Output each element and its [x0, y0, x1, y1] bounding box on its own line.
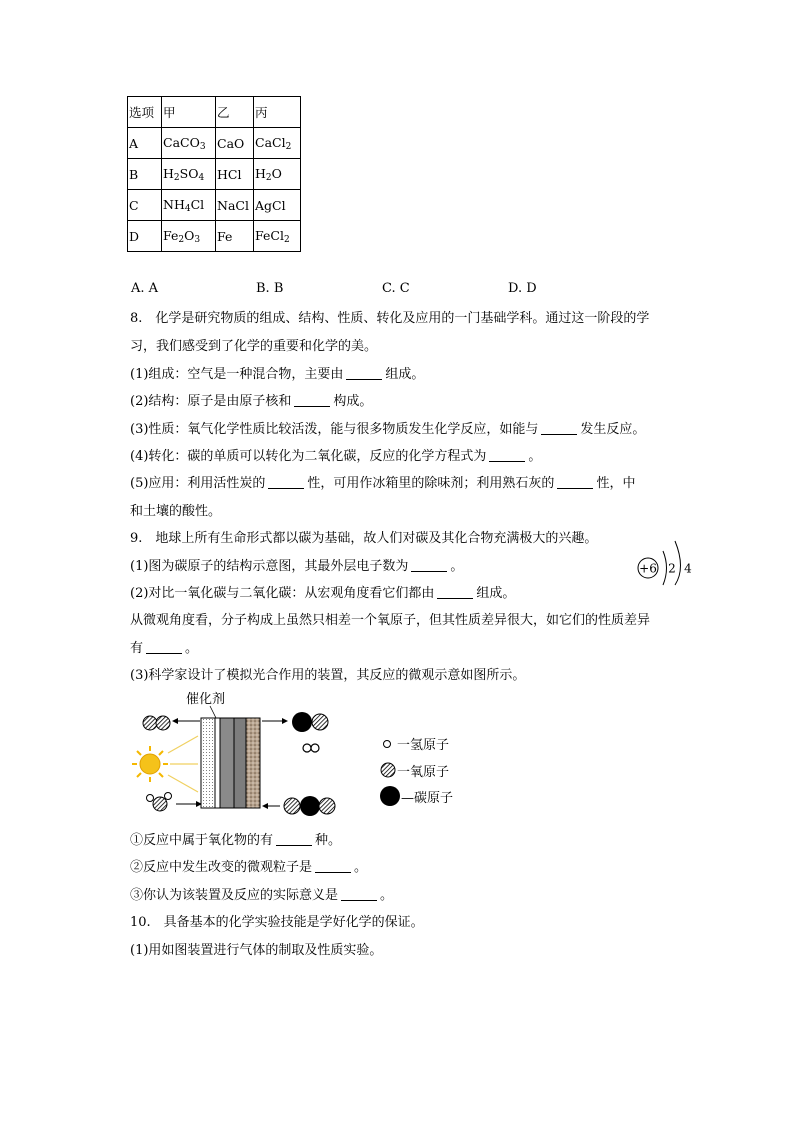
table-cell: FeCl$_2$ — [254, 221, 301, 252]
table-cell: $Fe_2O_3$ — [162, 221, 216, 252]
nucleus-charge: +6 — [639, 561, 657, 576]
table-cell: B — [128, 159, 162, 190]
q8-part1 — [130, 363, 424, 382]
table-header-cell: 甲 — [162, 97, 216, 128]
table-cell: NaCl — [216, 190, 254, 221]
q9-sub2-tail: 。 — [354, 860, 368, 875]
q9-sub2 — [130, 856, 367, 875]
table-cell: HCl — [216, 159, 254, 190]
q8-part3-tail: 发生反应。 — [580, 422, 646, 437]
q10-part1: (1)用如图装置进行气体的制取及性质实验。 — [130, 943, 383, 958]
q8-part4-text: (4)转化：碳的单质可以转化为二氧化碳，反应的化学方程式为 — [130, 449, 487, 464]
q9-sub3-tail: 。 — [380, 888, 394, 903]
oxygen-atom — [156, 716, 170, 730]
q9-part2-tail: 组成。 — [476, 586, 516, 601]
catalyst-pointer — [210, 706, 216, 718]
answer-blank[interactable] — [557, 476, 593, 489]
q9-sub3 — [130, 884, 393, 903]
table-row — [128, 221, 301, 252]
hydrogen-atom — [311, 744, 319, 752]
light-rays — [168, 736, 198, 792]
q8-part4 — [130, 445, 541, 464]
q8-part3-text: (3)性质：氧气化学性质比较活泼，能与很多物质发生化学反应，如能与 — [130, 422, 539, 437]
q9-part2 — [130, 582, 515, 601]
q9-part3: (3)科学家设计了模拟光合作用的装置，其反应的微观示意如图所示。 — [130, 668, 526, 683]
q8-part1-text: (1)组成：空气是一种混合物，主要由 — [130, 367, 344, 382]
q9-part2-text: (2)对比一氧化碳与二氧化碳：从宏观角度看它们都由 — [130, 586, 435, 601]
table-cell: Fe — [216, 221, 254, 252]
table-cell: A — [128, 128, 162, 159]
table-cell: CaCO$_3$ — [162, 128, 216, 159]
answer-blank[interactable] — [437, 586, 473, 599]
q8-part5-text: (5)应用：利用活性炭的 — [130, 476, 266, 491]
options-table — [127, 96, 301, 252]
table-cell: C — [128, 190, 162, 221]
legend-hydrogen-label: 一氢原子 — [397, 738, 450, 753]
hydrogen-atom — [303, 744, 311, 752]
answer-blank[interactable] — [541, 422, 577, 435]
sun-icon — [132, 746, 168, 782]
legend-oxygen-label: 一氧原子 — [397, 765, 450, 780]
q8-part2 — [130, 390, 372, 409]
answer-blank[interactable] — [341, 888, 377, 901]
answer-blank[interactable] — [268, 476, 304, 489]
shell-2-electrons: 4 — [684, 561, 692, 576]
arrow-head — [172, 718, 178, 724]
answer-blank[interactable] — [346, 367, 382, 380]
q8-part1-tail: 组成。 — [385, 367, 425, 382]
carbon-atom — [300, 796, 320, 816]
oxygen-atom — [319, 798, 335, 814]
table-cell: CaCl$_2$ — [254, 128, 301, 159]
catalyst-label: 催化剂 — [186, 692, 226, 707]
table-cell: AgCl — [254, 190, 301, 221]
hydrogen-atom — [165, 793, 172, 800]
choice-c[interactable]: C. C — [382, 281, 410, 296]
answer-blank[interactable] — [315, 860, 351, 873]
table-cell: CaO — [216, 128, 254, 159]
table-cell: D — [128, 221, 162, 252]
table-row — [128, 159, 301, 190]
table-row — [128, 190, 301, 221]
table-header-row — [128, 97, 301, 128]
table-cell: $H_2SO_4$ — [162, 159, 216, 190]
shell-1-electrons: 2 — [668, 561, 676, 576]
table-header-cell: 乙 — [216, 97, 254, 128]
arrow-head — [282, 718, 288, 724]
oxygen-atom — [153, 797, 167, 811]
choice-d[interactable]: D. D — [508, 281, 537, 296]
answer-blank[interactable] — [489, 449, 525, 462]
photosynthesis-device-diagram — [130, 688, 470, 820]
carbon-atom — [292, 712, 312, 732]
carbon-atom-diagram — [632, 534, 696, 586]
electrode-layer-dotted — [201, 718, 215, 808]
electrode-layer-dark — [234, 718, 246, 808]
q8-part4-tail: 。 — [528, 449, 542, 464]
legend-carbon-label: —碳原子 — [401, 791, 454, 806]
choice-a[interactable]: A. A — [131, 281, 159, 296]
table-row — [128, 128, 301, 159]
electron-shell-1 — [663, 551, 667, 585]
electrode-layer-thin — [215, 718, 220, 808]
q9-part1-tail: 。 — [450, 559, 464, 574]
q9-sub1-text: ①反应中属于氧化物的有 — [130, 833, 274, 848]
legend-oxygen-symbol — [381, 763, 395, 777]
arrow-head — [262, 803, 268, 809]
q9-sub2-text: ②反应中发生改变的微观粒子是 — [130, 860, 313, 875]
choice-b[interactable]: B. B — [256, 281, 284, 296]
q9-stem: 9. 地球上所有生命形式都以碳为基础，故人们对碳及其化合物充满极大的兴趣。 — [130, 531, 598, 546]
q9-sub1-tail: 种。 — [315, 833, 342, 848]
q8-stem-line1: 8. 化学是研究物质的组成、结构、性质、转化及应用的一门基础学科。通过这一阶段的学 — [130, 311, 650, 326]
legend-carbon-symbol — [380, 786, 400, 806]
table-cell: $NH_4Cl$ — [162, 190, 216, 221]
q9-part2-line3-tail: 。 — [185, 641, 199, 656]
q9-sub3-text: ③你认为该装置及反应的实际意义是 — [130, 888, 339, 903]
q9-part2-line3 — [130, 637, 198, 656]
q9-part1-text: (1)图为碳原子的结构示意图，其最外层电子数为 — [130, 559, 409, 574]
table-header-cell: 丙 — [254, 97, 301, 128]
q8-part5 — [130, 472, 635, 491]
table-header-cell: 选项 — [128, 97, 162, 128]
q8-stem-line2: 习，我们感受到了化学的重要和化学的美。 — [130, 339, 378, 354]
catalyst-layer — [246, 718, 260, 808]
hydrogen-atom — [147, 795, 154, 802]
q9-part2-line2: 从微观角度看，分子构成上虽然只相差一个氧原子，但其性质差异很大，如它们的性质差异 — [130, 613, 651, 628]
q8-part3 — [130, 418, 645, 437]
answer-blank[interactable] — [411, 559, 447, 572]
oxygen-atom — [143, 716, 157, 730]
q9-part2-line3-text: 有 — [130, 641, 144, 656]
electrode-layer-gray — [220, 718, 234, 808]
oxygen-atom — [312, 714, 328, 730]
q8-part2-text: (2)结构：原子是由原子核和 — [130, 394, 292, 409]
q8-part5-tail: 性，中 — [596, 476, 636, 491]
oxygen-atom — [284, 798, 300, 814]
answer-blank[interactable] — [294, 394, 330, 407]
answer-blank[interactable] — [276, 833, 312, 846]
legend-hydrogen-symbol — [384, 741, 391, 748]
answer-blank[interactable] — [146, 641, 182, 654]
table-cell: $H_2O$ — [254, 159, 301, 190]
q9-part1 — [130, 555, 463, 574]
q8-part5-mid: 性，可用作冰箱里的除味剂；利用熟石灰的 — [307, 476, 555, 491]
q8-part5-line2: 和土壤的酸性。 — [130, 504, 222, 519]
q8-part2-tail: 构成。 — [333, 394, 373, 409]
q9-sub1 — [130, 829, 341, 848]
q10-stem: 10. 具备基本的化学实验技能是学好化学的保证。 — [130, 915, 424, 930]
